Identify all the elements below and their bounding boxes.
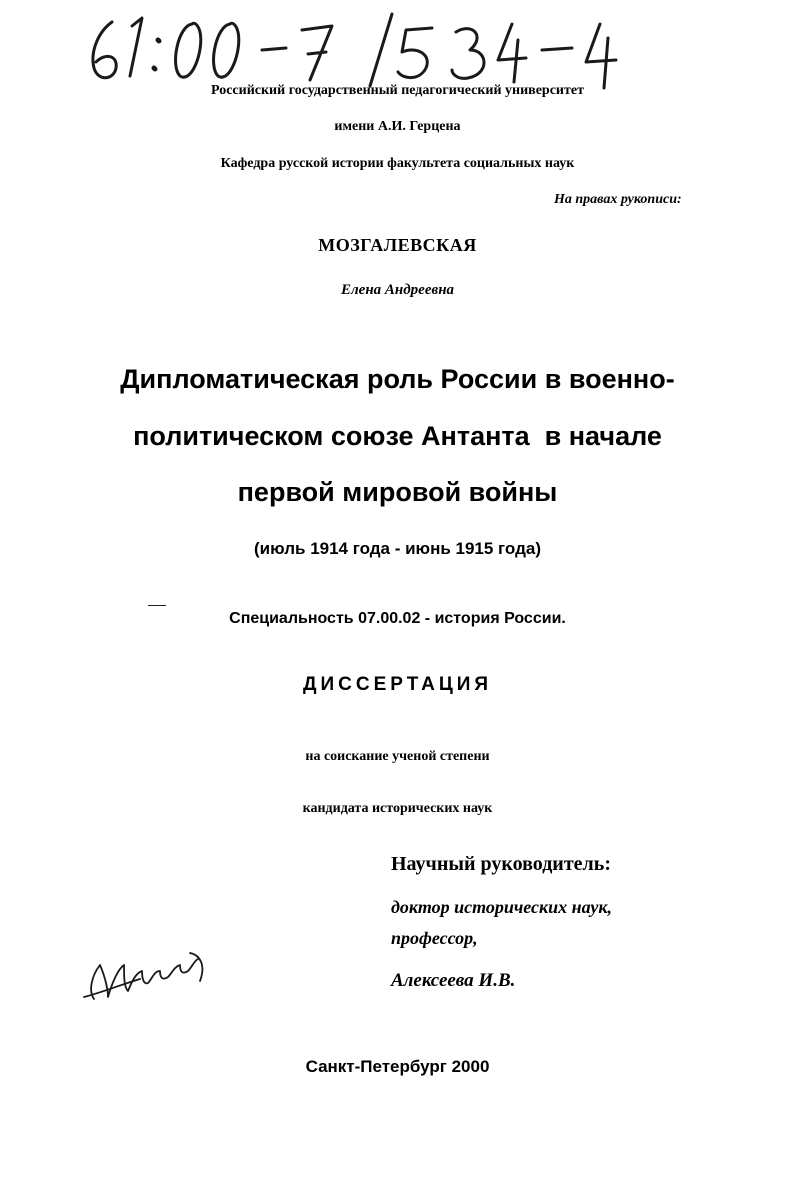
department-name: Кафедра русской истории факультета социальных наук (220, 156, 575, 171)
university-named-after: имени А.И. Герцена (334, 119, 461, 134)
author-surname: МОЗГАЛЕВСКАЯ (318, 235, 477, 255)
work-type: ДИССЕРТАЦИЯ (302, 674, 493, 695)
degree-line-2: кандидата исторических наук (302, 801, 493, 816)
supervisor-heading: Научный руководитель: (391, 853, 611, 875)
degree-line-1: на соискание ученой степени (305, 749, 490, 764)
supervisor-name: Алексеева И.В. (391, 970, 516, 991)
university-name: Российский государственный педагогический университет (211, 83, 584, 98)
title-line-3: первой мировой войны (237, 477, 558, 507)
supervisor-title-line-1: доктор исторических наук, (391, 897, 613, 917)
handwritten-archive-number (80, 10, 640, 90)
title-period: (июль 1914 года - июнь 1915 года) (254, 539, 541, 558)
manuscript-note: На правах рукописи: (554, 192, 682, 207)
handwritten-signature (80, 935, 210, 1010)
stray-mark (148, 605, 166, 606)
title-line-2: политическом союзе Антанта в начале (133, 421, 662, 451)
city-year: Санкт-Петербург 2000 (305, 1057, 490, 1076)
supervisor-title-line-2: профессор, (391, 928, 478, 948)
speciality: Специальность 07.00.02 - история России. (229, 610, 566, 627)
author-given-names: Елена Андреевна (340, 282, 455, 298)
title-line-1: Дипломатическая роль России в военно- (120, 364, 675, 394)
